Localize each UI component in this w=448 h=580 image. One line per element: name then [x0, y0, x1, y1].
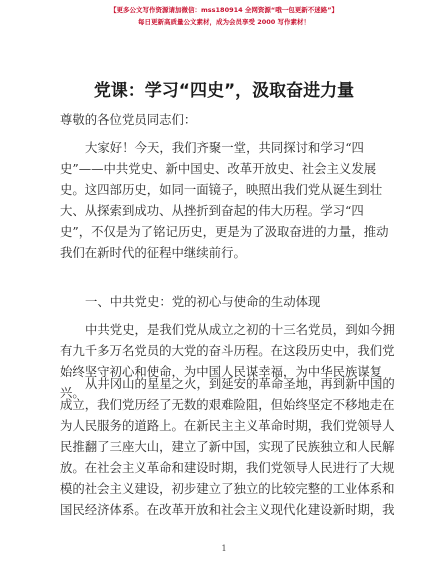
- paragraph-line: 史。这四部历史，如同一面镜子，映照出我们党从诞生到壮: [60, 182, 383, 197]
- paragraph-1: [60, 137, 390, 263]
- salutation: 尊敬的各位党员同志们：: [60, 112, 197, 127]
- paragraph-line: 模的社会主义建设，初步建立了独立的比较完整的工业体系和: [60, 481, 395, 496]
- paragraph-line: 民推翻了三座大山，建立了新中国，实现了民族独立和人民解: [60, 439, 395, 454]
- paragraph-line: 大、从探索到成功、从挫折到奋起的伟大历程。学习“四: [60, 203, 364, 218]
- promo-line-1: 【更多公文写作资源请加微信：mss180914 全网资源“哦一包更新不迷路”】: [110, 6, 338, 14]
- paragraph-line: 始终坚守初心和使命，为中国人民谋幸福，为中华民族谋复: [60, 364, 383, 379]
- paragraph-line: 放。在社会主义革命和建设时期，我们党领导人民进行了大规: [60, 460, 395, 475]
- document-title: 党课：学习“四史”，汲取奋进力量: [93, 81, 355, 101]
- paragraph-line: 为人民服务的道路上。在新民主主义革命时期，我们党领导人: [60, 418, 395, 433]
- section-heading: [60, 291, 390, 312]
- page-number: 1: [221, 544, 227, 553]
- paragraph-line: 中共党史，是我们党从成立之初的十三名党员，到如今拥: [85, 322, 395, 337]
- paragraph-line: 大家好！今天，我们齐聚一堂，共同探讨和学习“四: [85, 140, 364, 155]
- section-heading-text: 一、中共党史：党的初心与使命的生动体现: [85, 294, 321, 309]
- paragraph-line: 史”——中共党史、新中国史、改革开放史、社会主义发展: [60, 161, 377, 176]
- paragraph-line: 兴。: [60, 385, 85, 400]
- paragraph-line: 成立，我们党历经了无数的艰难险阻，但始终坚定不移地走在: [60, 397, 395, 412]
- paragraph-line: 我们在新时代的征程中继续前行。: [60, 245, 246, 260]
- paragraph-line: 从井冈山的星星之火，到延安的革命圣地，再到新中国的: [85, 376, 395, 391]
- paragraph-line: 史”，不仅是为了铭记历史，更是为了汲取奋进的力量，推动: [60, 224, 389, 239]
- promo-line-2: 每日更新高质量公文素材，成为会员享受 2000 写作素材！: [137, 18, 311, 26]
- paragraph-line: 国民经济体系。在改革开放和社会主义现代化建设新时期，我: [60, 502, 395, 517]
- paragraph-line: 有九千多万名党员的大党的奋斗历程。在这段历史中，我们党: [60, 343, 395, 358]
- paragraph-3: [60, 373, 395, 520]
